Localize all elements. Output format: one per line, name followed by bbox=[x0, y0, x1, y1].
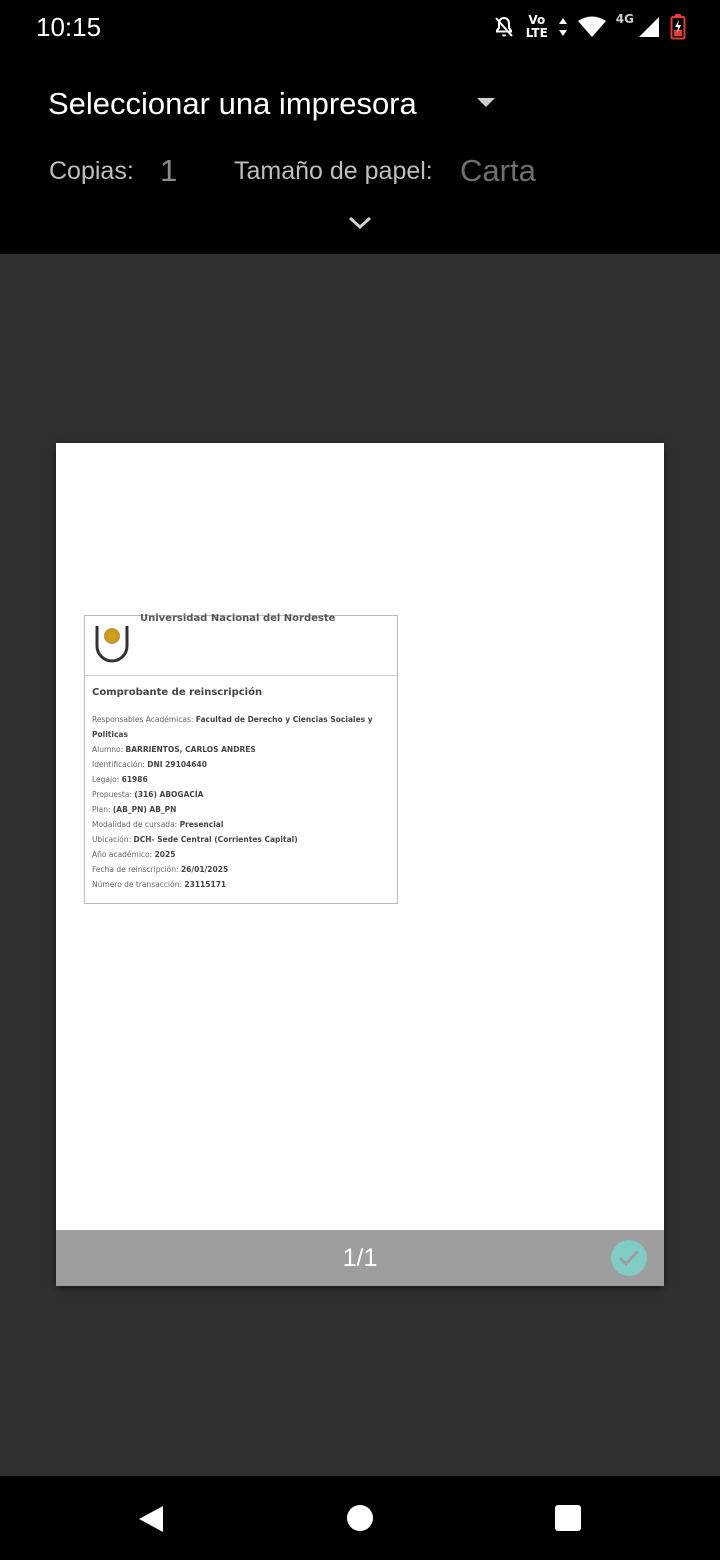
university-name: Universidad Nacional del Nordeste bbox=[140, 613, 336, 624]
field-legajo: Legajo: 61986 bbox=[92, 775, 148, 784]
cell-signal-icon bbox=[638, 16, 660, 38]
field-ubicacion: Ubicación: DCH- Sede Central (Corrientes Capital) bbox=[92, 835, 298, 844]
status-time: 10:15 bbox=[36, 12, 102, 42]
print-options-header bbox=[0, 54, 720, 254]
home-icon[interactable] bbox=[347, 1505, 373, 1531]
printer-label: Seleccionar una impresora bbox=[48, 86, 417, 121]
document-fields bbox=[92, 712, 392, 892]
page-selected-check-icon[interactable] bbox=[611, 1240, 647, 1276]
copies-label: Copias: bbox=[49, 157, 134, 185]
data-arrows-icon bbox=[558, 17, 568, 37]
field-fecha: Fecha de reinscripción: 26/01/2025 bbox=[92, 865, 229, 874]
status-icons bbox=[492, 10, 686, 44]
document-title: Comprobante de reinscripción bbox=[92, 687, 263, 698]
field-plan: Plan: (AB_PN) AB_PN bbox=[92, 805, 177, 814]
field-identificacion: Identificación: DNI 29104640 bbox=[92, 760, 207, 769]
copies-value[interactable]: 1 bbox=[160, 153, 178, 188]
dropdown-arrow-icon[interactable] bbox=[477, 98, 495, 107]
document-content bbox=[84, 615, 398, 904]
field-alumno: Alumno: BARRIENTOS, CARLOS ANDRES bbox=[92, 745, 256, 754]
volte-top-label: Vo bbox=[528, 13, 546, 27]
paper-size-label: Tamaño de papel: bbox=[234, 157, 433, 185]
field-responsables: Responsables Académicas: Facultad de Derecho y Ciencias Sociales y Politicas bbox=[92, 715, 373, 739]
page-number: 1/1 bbox=[342, 1244, 378, 1272]
field-anio: Año académico: 2025 bbox=[92, 850, 176, 859]
university-logo bbox=[95, 624, 129, 668]
wifi-icon bbox=[578, 16, 606, 38]
printer-selector[interactable] bbox=[48, 84, 518, 124]
status-bar bbox=[0, 0, 720, 54]
field-propuesta: Propuesta: (316) ABOGACÍA bbox=[92, 790, 204, 799]
chevron-down-icon[interactable] bbox=[346, 214, 374, 232]
navigation-bar bbox=[0, 1476, 720, 1560]
print-preview-area bbox=[0, 254, 720, 1476]
recents-icon[interactable] bbox=[555, 1505, 581, 1531]
volte-bottom-label: LTE bbox=[525, 26, 548, 40]
field-transaccion: Número de transacción: 23115171 bbox=[92, 880, 227, 889]
network-type-label: 4G bbox=[615, 12, 634, 26]
field-modalidad: Modalidad de cursada: Presencial bbox=[92, 820, 224, 829]
paper-size-value[interactable]: Carta bbox=[460, 153, 536, 188]
back-icon[interactable] bbox=[137, 1504, 165, 1539]
alarm-off-icon bbox=[492, 15, 516, 39]
preview-page[interactable] bbox=[56, 443, 664, 1286]
document-header bbox=[85, 613, 397, 676]
battery-icon bbox=[670, 14, 686, 40]
page-footer bbox=[56, 1230, 664, 1286]
volte-icon bbox=[526, 14, 548, 40]
